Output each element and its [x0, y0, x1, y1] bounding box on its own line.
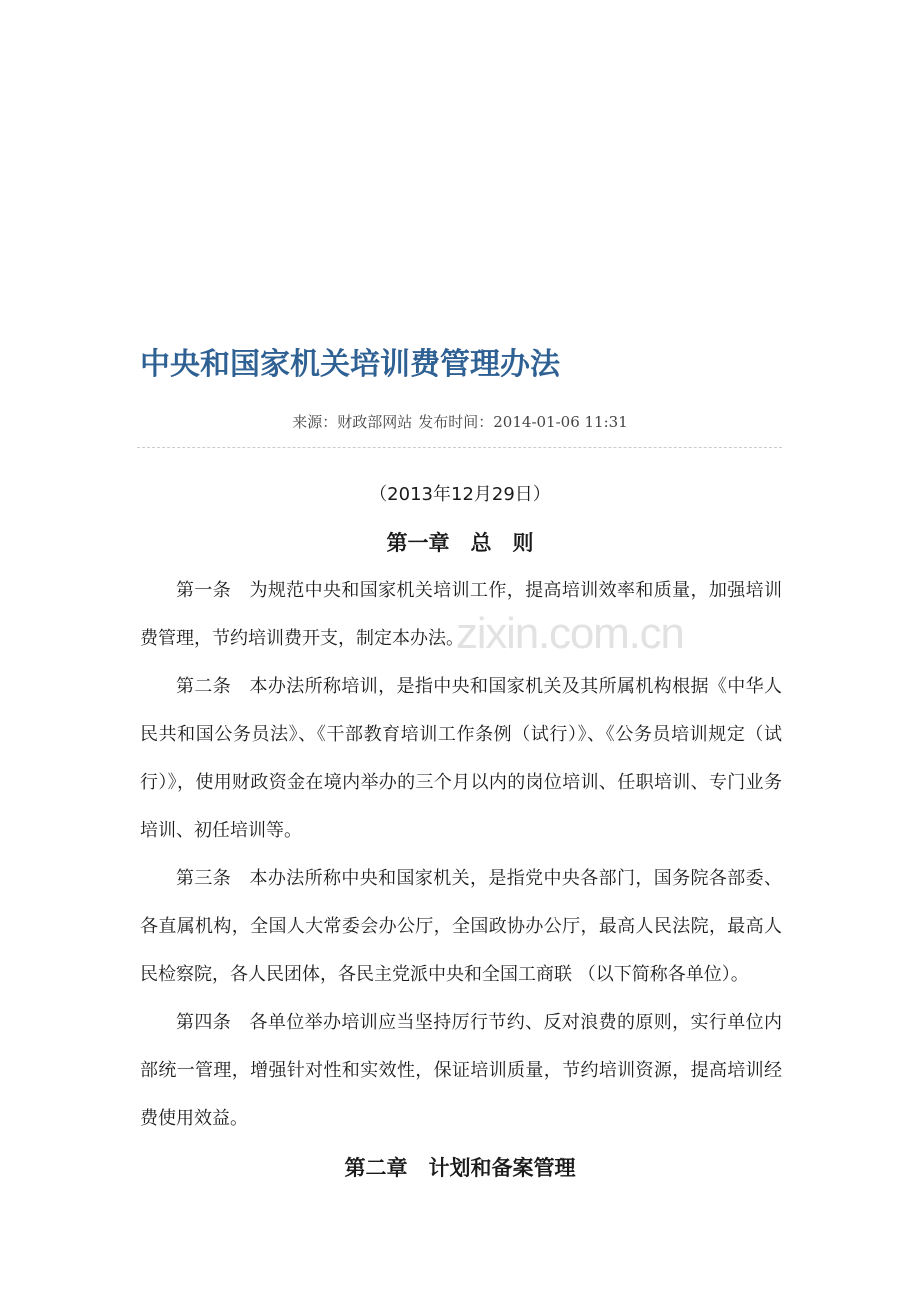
article-paragraph: 第四条 各单位举办培训应当坚持厉行节约、反对浪费的原则，实行单位内部统一管理，增强针对性和实效性，保证培训质量，节约培训资源，提高培训经费使用效益。: [140, 1012, 782, 1129]
dashed-divider: [137, 447, 782, 448]
watermark-text: zixin.com.cn: [456, 609, 684, 658]
chapter-heading: 第二章 计划和备案管理: [344, 1156, 576, 1180]
issue-date: （2013年12月29日）: [369, 484, 551, 505]
source-label: 来源：财政部网站: [292, 413, 413, 431]
chapter-heading: 第一章 总 则: [386, 531, 534, 555]
article-paragraph: 第一条 为规范中央和国家机关培训工作，提高培训效率和质量，加强培训费管理，节约培训费开支，制定本办法。: [140, 580, 782, 649]
article-paragraph: 第二条 本办法所称培训，是指中央和国家机关及其所属机构根据《中华人民共和国公务员法》、《干部教育培训工作条例（试行）》、《公务员培训规定（试行）》，使用财政资金在境内举办的三个月以内的岗位培训、任职培训、专门业务培训、初任培训等。: [140, 676, 782, 841]
article-list: [140, 567, 782, 1143]
article-paragraph: 第三条 本办法所称中央和国家机关，是指党中央各部门，国务院各部委、各直属机构，全国人大常委会办公厅，全国政协办公厅，最高人民法院，最高人民检察院，各人民团体，各民主党派中央和全国工商联 （以下简称各单位）。: [140, 868, 782, 985]
publish-meta: [0, 412, 920, 432]
document-title: 中央和国家机关培训费管理办法: [140, 347, 560, 382]
publish-time: 发布时间：2014-01-06 11:31: [418, 413, 628, 431]
